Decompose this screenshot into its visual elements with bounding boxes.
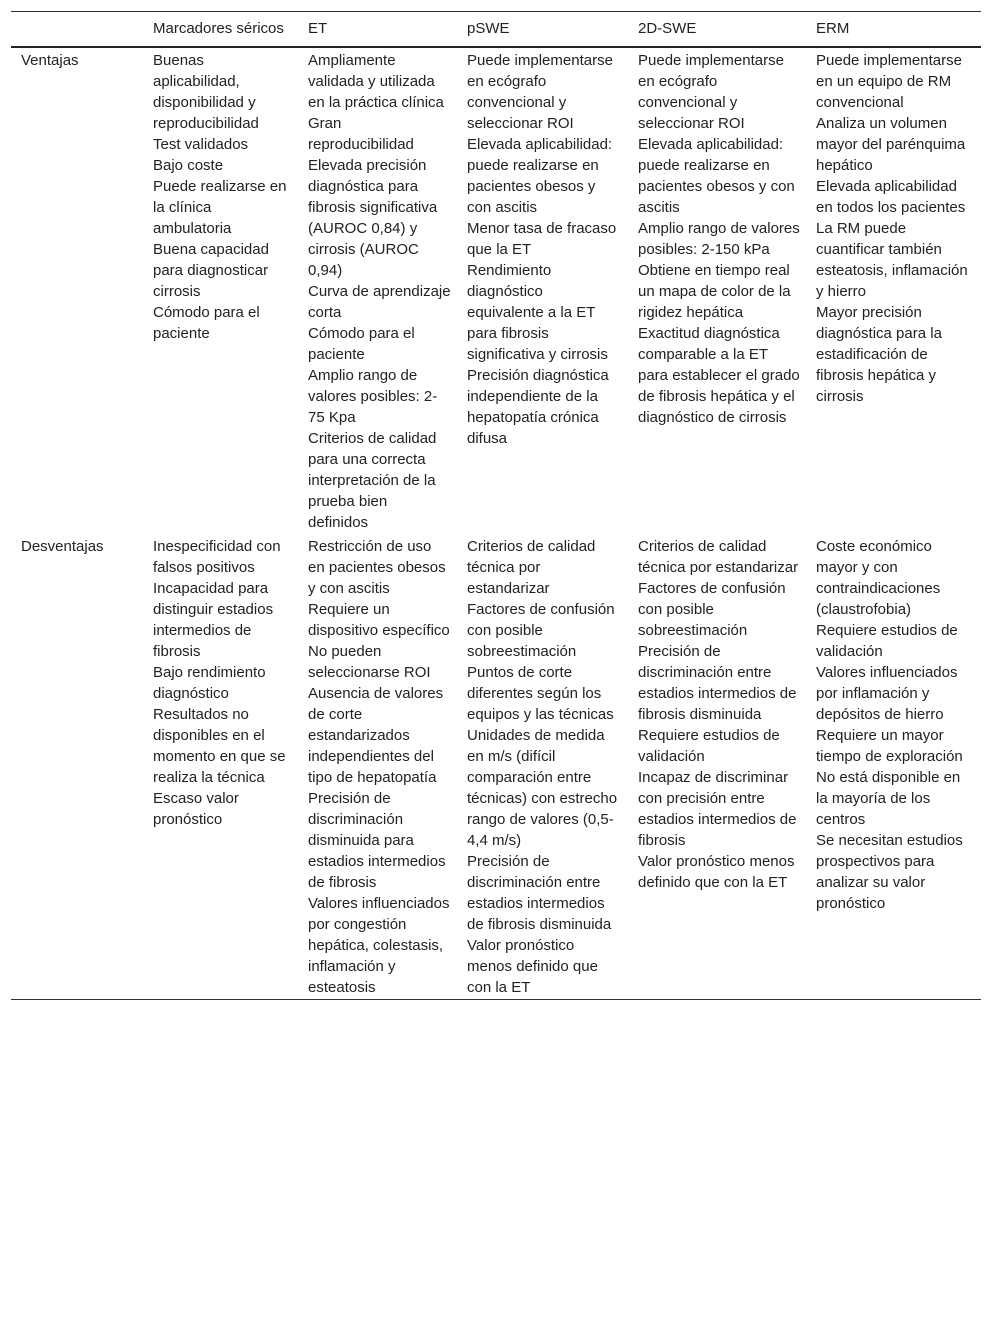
table-cell-et <box>298 534 457 1000</box>
header-cell-et: ET <box>308 20 328 37</box>
cell-item: Requiere estudios de validación <box>816 622 958 660</box>
cell-item: Incapacidad para distinguir estadios intermedios de fibrosis <box>153 580 274 660</box>
comparison-table-container <box>11 11 981 1000</box>
cell-item: Ampliamente validada y utilizada en la práctica clínica <box>308 52 444 111</box>
cell-item: Buenas aplicabilidad, disponibilidad y reproducibilidad <box>153 52 259 132</box>
cell-item: No está disponible en la mayoría de los centros <box>816 769 961 828</box>
cell-item: Requiere un dispositivo específico <box>308 601 450 639</box>
cell-item: Criterios de calidad técnica por estandarizar <box>467 538 596 597</box>
cell-item: Elevada aplicabilidad: puede realizarse en pacientes obesos y con ascitis <box>467 136 613 216</box>
table-cell-pswe <box>457 47 628 534</box>
cell-item: Precisión de discriminación disminuida para estadios intermedios de fibrosis <box>308 790 446 891</box>
row-label: Desventajas <box>21 538 104 555</box>
cell-item: Coste económico mayor y con contraindicaciones (claustrofobia) <box>816 538 941 618</box>
cell-item: Obtiene en tiempo real un mapa de color de la rigidez hepática <box>638 262 791 321</box>
header-cell-2d-swe: 2D-SWE <box>638 20 697 37</box>
cell-item: Valores influenciados por inflamación y depósitos de hierro <box>816 664 958 723</box>
cell-item: Incapaz de discriminar con precisión entre estadios intermedios de fibrosis <box>638 769 797 849</box>
row-label: Ventajas <box>21 52 79 69</box>
cell-item: Resultados no disponibles en el momento en que se realiza la técnica <box>153 706 286 786</box>
table-cell-et <box>298 47 457 534</box>
table-cell-erm <box>806 534 981 1000</box>
cell-item: Amplio rango de valores posibles: 2-75 Kpa <box>308 367 438 426</box>
cell-item: Elevada precisión diagnóstica para fibrosis significativa (AUROC 0,84) y cirrosis (AUROC 0,94) <box>308 157 438 279</box>
cell-item: Bajo rendimiento diagnóstico <box>153 664 266 702</box>
comparison-table <box>11 11 981 1000</box>
cell-item: La RM puede cuantificar también esteatosis, inflamación y hierro <box>816 220 968 300</box>
cell-item: Puede implementarse en un equipo de RM convencional <box>816 52 962 111</box>
header-cell-pswe: pSWE <box>467 20 510 37</box>
cell-item: Cómodo para el paciente <box>308 325 415 363</box>
header-cell-empty <box>11 12 143 48</box>
table-row <box>11 534 981 1000</box>
table-cell-erm <box>806 47 981 534</box>
table-cell-marcadores-sericos <box>143 534 298 1000</box>
cell-item: Precisión de discriminación entre estadios intermedios de fibrosis disminuida <box>467 853 612 933</box>
cell-item: Valor pronóstico menos definido que con la ET <box>467 937 598 996</box>
cell-item: Inespecificidad con falsos positivos <box>153 538 281 576</box>
cell-item: No pueden seleccionarse ROI <box>308 643 431 681</box>
table-cell-2d-swe <box>628 47 806 534</box>
cell-item: Rendimiento diagnóstico equivalente a la ET para fibrosis significativa y cirrosis <box>467 262 608 363</box>
cell-item: Bajo coste <box>153 157 224 174</box>
cell-item: Factores de confusión con posible sobreestimación <box>638 580 786 639</box>
cell-item: Criterios de calidad para una correcta interpretación de la prueba bien definidos <box>308 430 437 531</box>
table-row <box>11 47 981 534</box>
cell-item: Elevada aplicabilidad: puede realizarse en pacientes obesos y con ascitis <box>638 136 795 216</box>
cell-item: Curva de aprendizaje corta <box>308 283 451 321</box>
header-cell-erm: ERM <box>816 20 850 37</box>
cell-item: Amplio rango de valores posibles: 2-150 kPa <box>638 220 800 258</box>
cell-item: Cómodo para el paciente <box>153 304 260 342</box>
cell-item: Factores de confusión con posible sobreestimación <box>467 601 615 660</box>
cell-item: Mayor precisión diagnóstica para la estadificación de fibrosis hepática y cirrosis <box>816 304 942 405</box>
header-cell-marcadores-sericos: Marcadores séricos <box>153 20 284 37</box>
cell-item: Puede implementarse en ecógrafo convencional y seleccionar ROI <box>467 52 613 132</box>
cell-item: Analiza un volumen mayor del parénquima hepático <box>816 115 966 174</box>
table-cell-marcadores-sericos <box>143 47 298 534</box>
cell-item: Precisión diagnóstica independiente de la hepatopatía crónica difusa <box>467 367 609 447</box>
header-row <box>11 12 981 48</box>
cell-item: Test validados <box>153 136 249 153</box>
cell-item: Criterios de calidad técnica por estandarizar <box>638 538 799 576</box>
cell-item: Requiere un mayor tiempo de exploración <box>816 727 963 765</box>
cell-item: Precisión de discriminación entre estadios intermedios de fibrosis disminuida <box>638 643 797 723</box>
cell-item: Ausencia de valores de corte estandarizados independientes del tipo de hepatopatía <box>308 685 444 786</box>
cell-item: Buena capacidad para diagnosticar cirrosis <box>153 241 269 300</box>
table-body <box>11 47 981 1000</box>
table-cell-2d-swe <box>628 534 806 1000</box>
cell-item: Elevada aplicabilidad en todos los pacientes <box>816 178 966 216</box>
cell-item: Puede realizarse en la clínica ambulatoria <box>153 178 287 237</box>
cell-item: Menor tasa de fracaso que la ET <box>467 220 617 258</box>
cell-item: Valores influenciados por congestión hepática, colestasis, inflamación y esteatosis <box>308 895 450 996</box>
table-cell-pswe <box>457 534 628 1000</box>
cell-item: Valor pronóstico menos definido que con la ET <box>638 853 795 891</box>
cell-item: Requiere estudios de validación <box>638 727 780 765</box>
cell-item: Exactitud diagnóstica comparable a la ET para establecer el grado de fibrosis hepática y el diagnóstico de cirrosis <box>638 325 800 426</box>
cell-item: Puntos de corte diferentes según los equipos y las técnicas <box>467 664 614 723</box>
cell-item: Unidades de medida en m/s (difícil comparación entre técnicas) con estrecho rango de valores (0,5-4,4 m/s) <box>467 727 618 849</box>
table-header <box>11 12 981 48</box>
cell-item: Gran reproducibilidad <box>308 115 414 153</box>
cell-item: Escaso valor pronóstico <box>153 790 239 828</box>
cell-item: Puede implementarse en ecógrafo convencional y seleccionar ROI <box>638 52 784 132</box>
cell-item: Se necesitan estudios prospectivos para analizar su valor pronóstico <box>816 832 963 912</box>
cell-item: Restricción de uso en pacientes obesos y con ascitis <box>308 538 446 597</box>
